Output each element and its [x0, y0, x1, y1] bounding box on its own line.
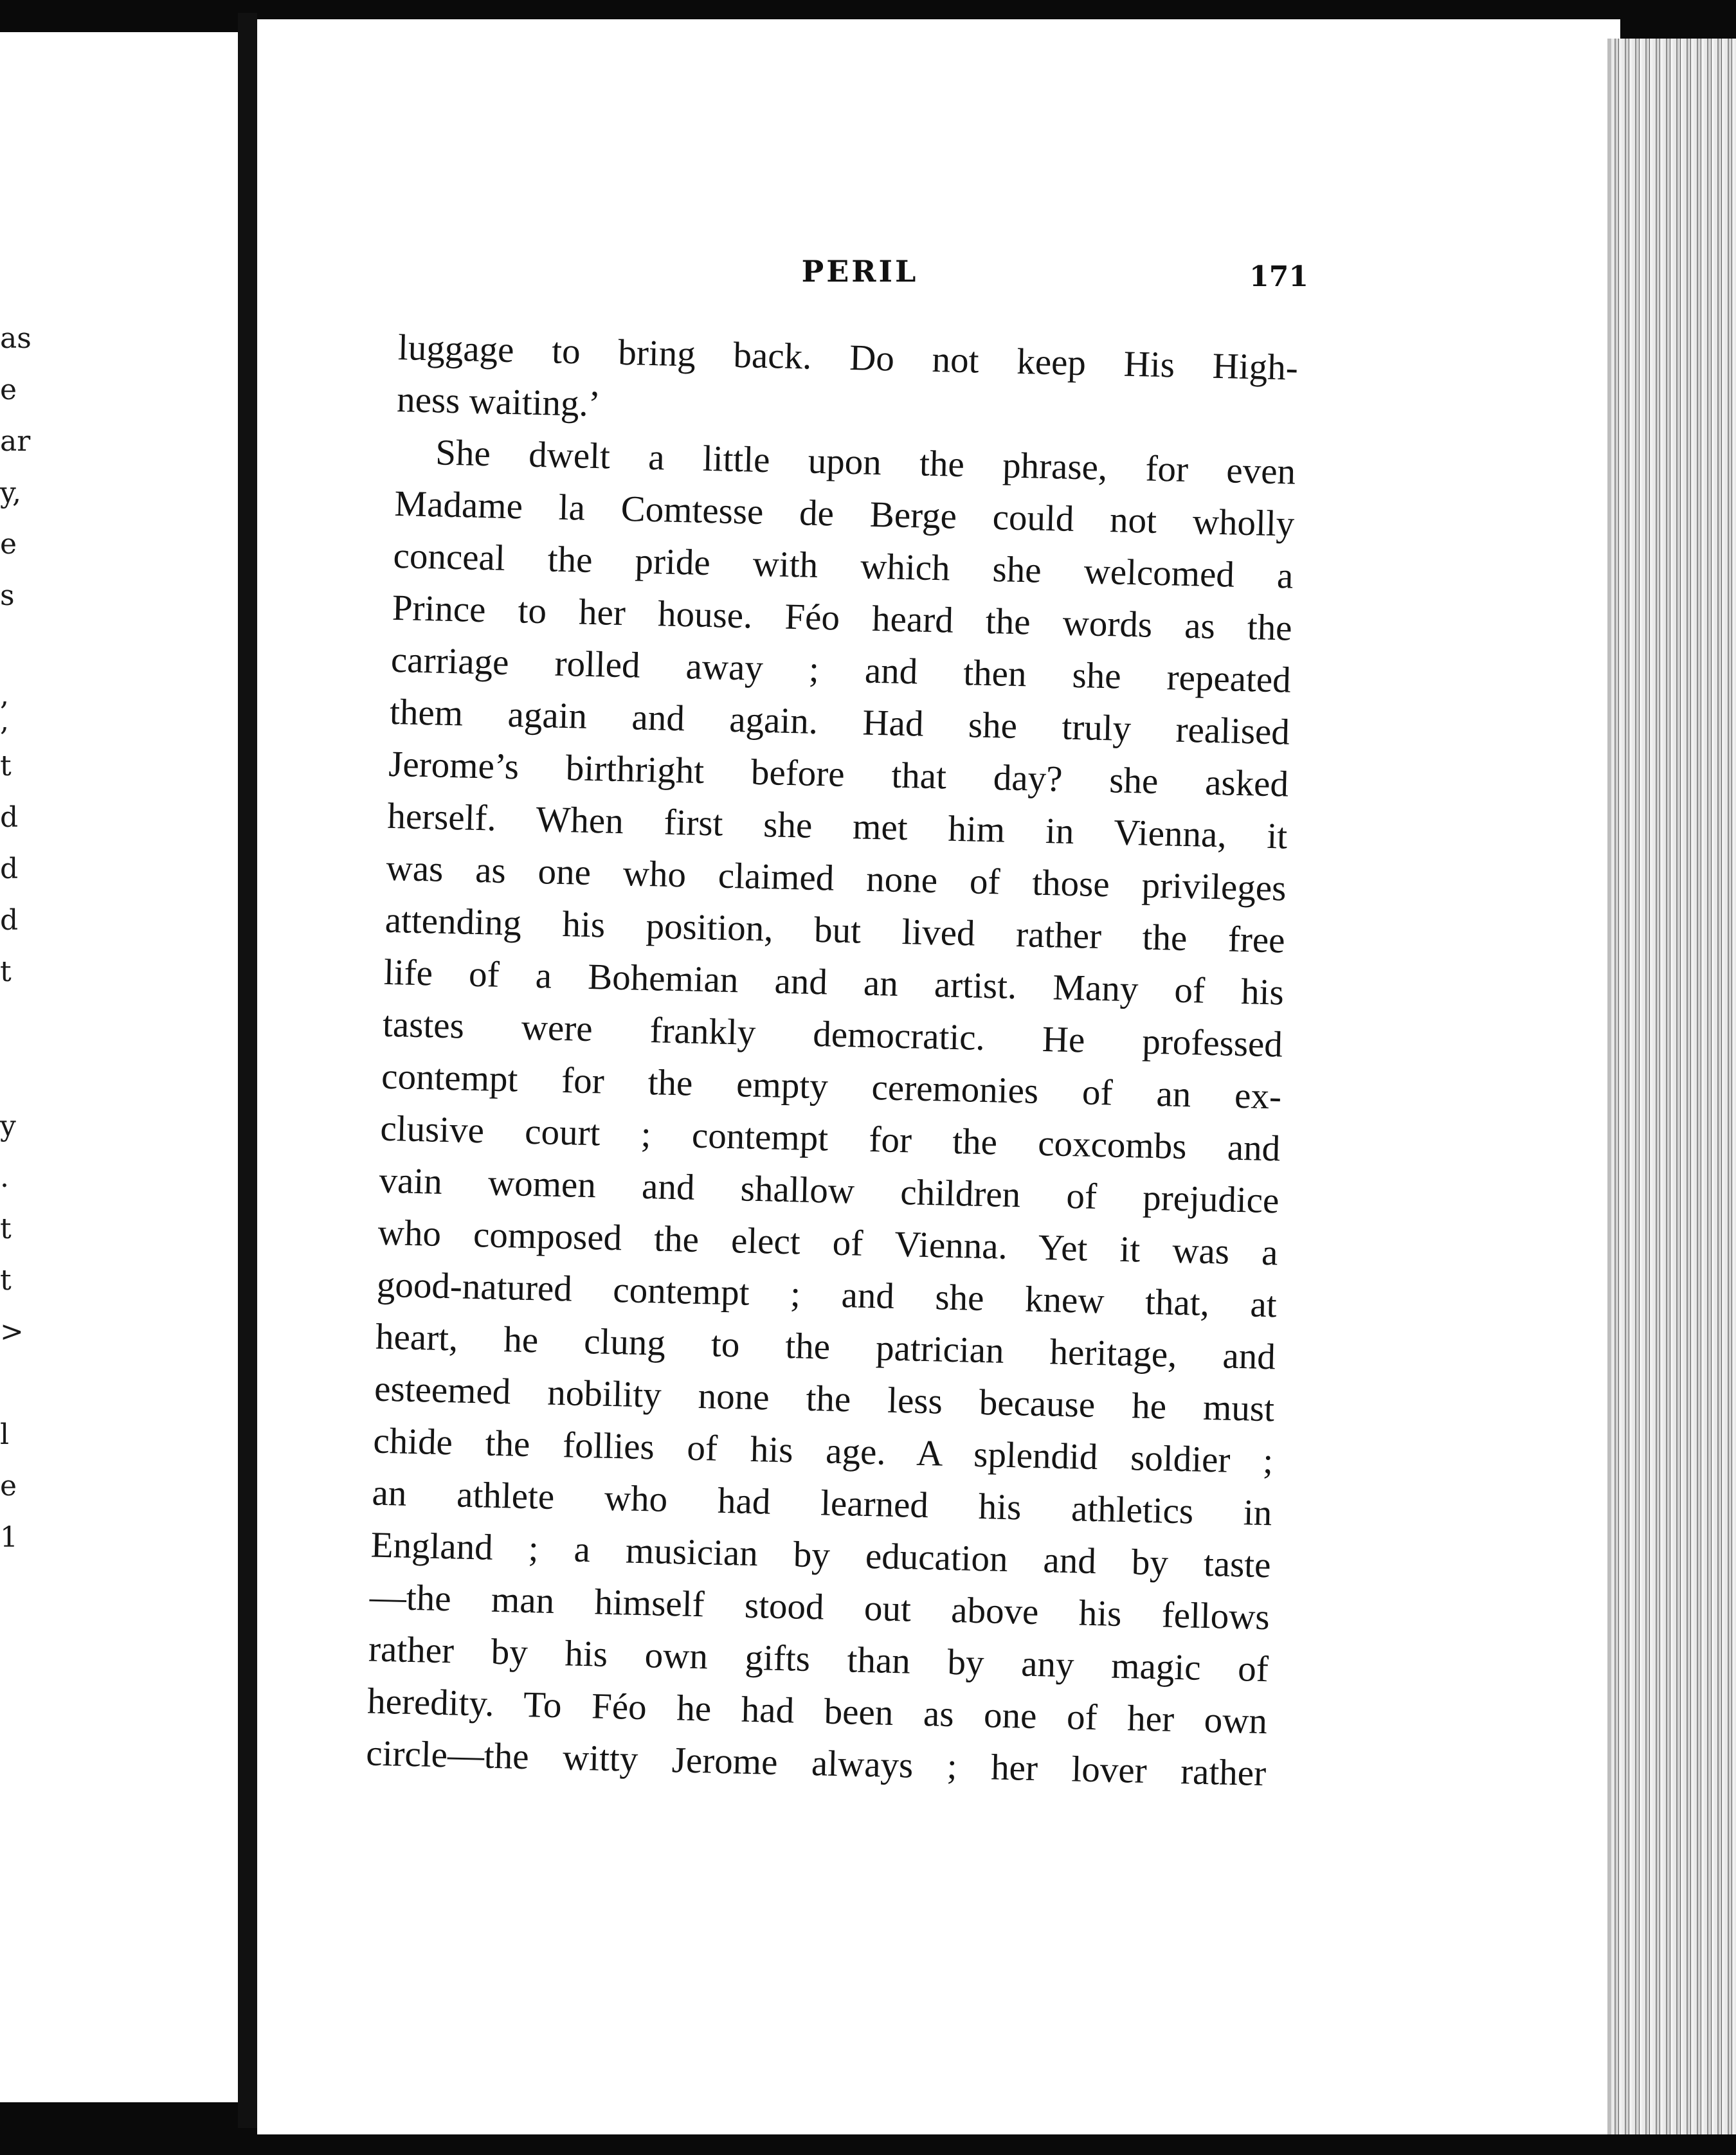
page-header: [411, 254, 1308, 299]
page-number: 171: [1249, 260, 1308, 293]
left-margin-fragment: ,: [0, 679, 9, 712]
left-margin-fragment: t: [0, 955, 12, 988]
text-line: circle—the witty Jerome always ; her lover rather: [365, 1733, 1267, 1794]
left-margin-fragment: e: [0, 528, 17, 561]
text-line: rather by his own gifts than by any magic of: [368, 1628, 1269, 1690]
left-margin-fragment: d: [0, 852, 19, 885]
left-margin-fragment: t: [0, 750, 12, 782]
left-page-cut-text: [0, 32, 238, 2102]
page-edges: [1607, 39, 1736, 2134]
book-gutter: [238, 13, 257, 2128]
left-margin-fragment: y,: [0, 476, 21, 509]
left-margin-fragment: y: [0, 1110, 16, 1142]
left-margin-fragment: d: [0, 904, 19, 937]
text-line: heredity. To Féo he had been as one of her own: [366, 1681, 1268, 1742]
left-margin-fragment: l: [0, 1418, 10, 1451]
body-text: [366, 321, 1299, 1799]
left-margin-fragment: t: [0, 1264, 12, 1297]
left-margin-fragment: e: [0, 1470, 17, 1502]
text-line: conceal the pride with which she welcomed a: [393, 535, 1294, 597]
text-line: vain women and shallow children of prejudice: [378, 1160, 1280, 1222]
text-line: esteemed nobility none the less because he must: [374, 1368, 1275, 1430]
left-margin-fragment: .: [0, 1161, 9, 1194]
text-line: chide the follies of his age. A splendid soldier ;: [372, 1420, 1274, 1482]
text-line: was as one who claimed none of those privileges: [385, 847, 1287, 909]
left-margin-fragment: d: [0, 801, 19, 834]
text-line: carriage rolled away ; and then she repeated: [390, 639, 1292, 701]
text-line: Jerome’s birthright before that day? she asked: [388, 743, 1289, 805]
text-line: England ; a musician by education and by taste: [370, 1524, 1272, 1586]
left-margin-fragment: ar: [0, 425, 31, 458]
text-line: heart, he clung to the patrician heritage, and: [375, 1316, 1276, 1378]
text-line: who composed the elect of Vienna. Yet it was a: [377, 1212, 1279, 1274]
left-margin-fragment: t: [0, 1213, 12, 1245]
left-margin-fragment: 1: [0, 1521, 18, 1554]
text-line: She dwelt a little upon the phrase, for even: [435, 432, 1296, 492]
text-line: luggage to bring back. Do not keep His High-: [397, 327, 1299, 388]
text-line: Prince to her house. Féo heard the words as the: [392, 587, 1293, 649]
text-line: attending his position, but lived rather the free: [384, 899, 1286, 961]
text-line: Madame la Comtesse de Berge could not wholly: [393, 483, 1295, 545]
text-line: ness waiting.’: [396, 379, 601, 425]
text-line: them again and again. Had she truly realised: [389, 691, 1290, 753]
text-line: contempt for the empty ceremonies of an ex-: [381, 1056, 1282, 1117]
left-facing-page: [0, 32, 238, 2102]
running-title: PERIL: [801, 254, 919, 289]
text-line: an athlete who had learned his athletics in: [371, 1472, 1273, 1534]
left-margin-fragment: s: [0, 579, 15, 612]
text-line: tastes were frankly democratic. He professed: [382, 1004, 1283, 1065]
text-line: herself. When first she met him in Vienna, it: [386, 795, 1288, 857]
left-margin-fragment: ,: [0, 705, 9, 737]
text-line: —the man himself stood out above his fellows: [369, 1576, 1270, 1638]
left-margin-fragment: as: [0, 322, 32, 355]
text-line: good-natured contempt ; and she knew that, at: [376, 1264, 1278, 1326]
left-margin-fragment: >: [0, 1315, 24, 1348]
left-margin-fragment: e: [0, 374, 17, 406]
text-line: clusive court ; contempt for the coxcombs and: [379, 1108, 1281, 1169]
text-line: life of a Bohemian and an artist. Many of his: [383, 951, 1285, 1013]
